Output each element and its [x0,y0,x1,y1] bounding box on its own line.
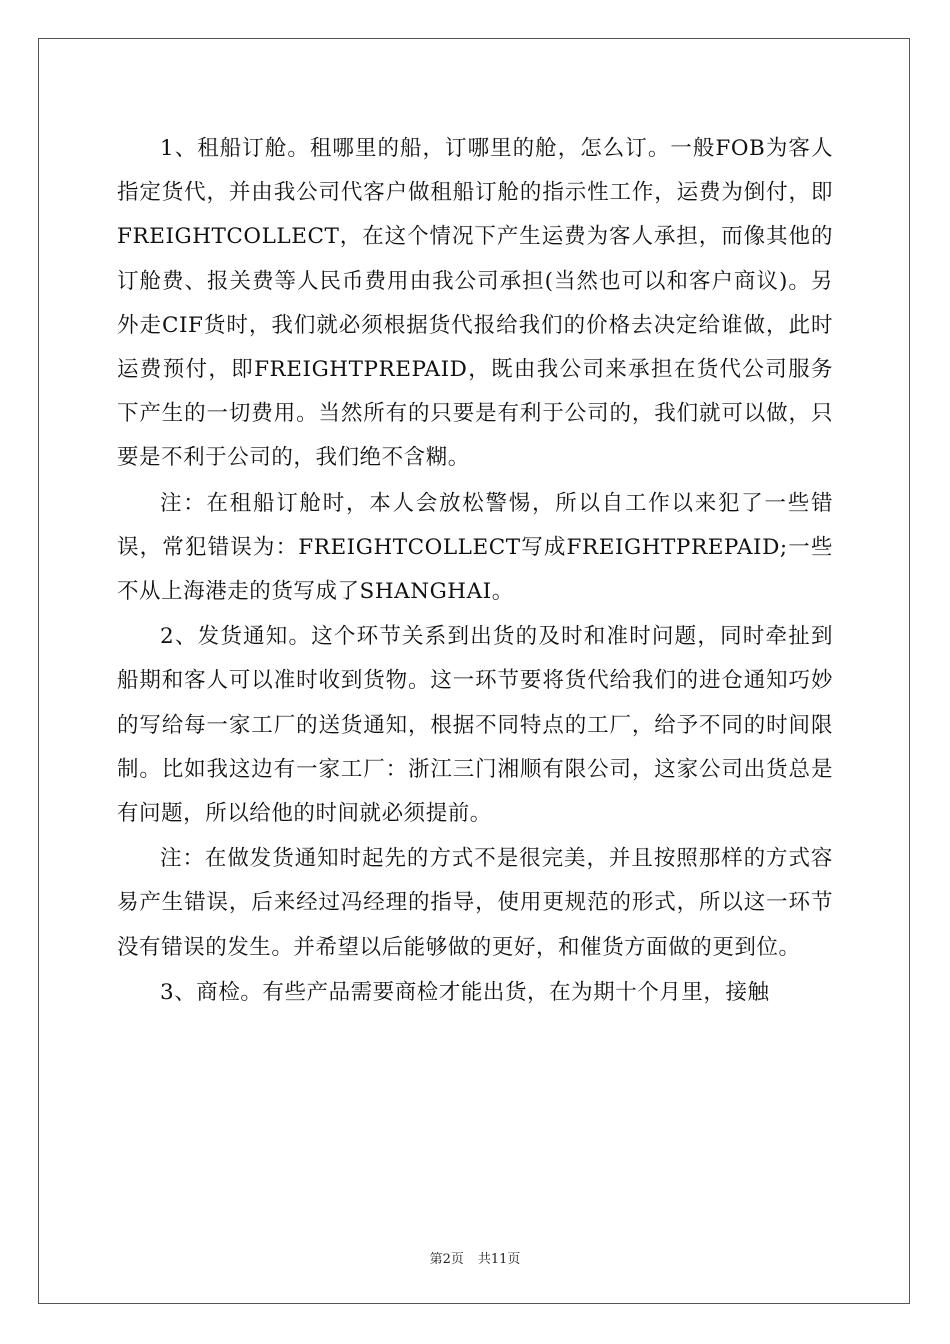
paragraph-shipping-notice-note: 注：在做发货通知时起先的方式不是很完美，并且按照那样的方式容易产生错误，后来经过冯经理的指导，使用更规范的形式，所以这一环节没有错误的发生。并希望以后能够做的更好，和催货方面做的更到位。 [117,846,833,960]
document-body [117,127,833,1016]
paragraph-chartering-note: 注：在租船订舱时，本人会放松警惕，所以自工作以来犯了一些错误，常犯错误为：FREIGHTCOLLECT写成FREIGHTPREPAID;一些不从上海港走的货写成了SHANGHAI。 [117,490,833,605]
paragraph-chartering: 1、租船订舱。租哪里的船，订哪里的舱，怎么订。一般FOB为客人指定货代，并由我公司代客户做租船订舱的指示性工作，运费为倒付，即FREIGHTCOLLECT，在这个情况下产生运费为客人承担，而像其他的订舱费、报关费等人民币费用由我公司承担(当然也可以和客户商议)。另外走CIF货时，我们就必须根据货代报给我们的价格去决定给谁做，此时运费预付，即FREIGHTPREPAID，既由我公司来承担在货代公司服务下产生的一切费用。当然所有的只要是有利于公司的，我们就可以做，只要是不利于公司的，我们绝不含糊。 [117,136,833,471]
total-pages: 共11页 [477,1252,521,1267]
page-footer [0,1248,950,1267]
paragraph-inspection: 3、商检。有些产品需要商检才能出货，在为期十个月里，接触 [160,979,770,1005]
page-number: 第2页 [429,1252,464,1267]
paragraph-shipping-notice: 2、发货通知。这个环节关系到出货的及时和准时问题，同时牵扯到船期和客人可以准时收到货物。这一环节要将货代给我们的进仓通知巧妙的写给每一家工厂的送货通知，根据不同特点的工厂，给予不同的时间限制。比如我这边有一家工厂：浙江三门湘顺有限公司，这家公司出货总是有问题，所以给他的时间就必须提前。 [117,624,833,827]
